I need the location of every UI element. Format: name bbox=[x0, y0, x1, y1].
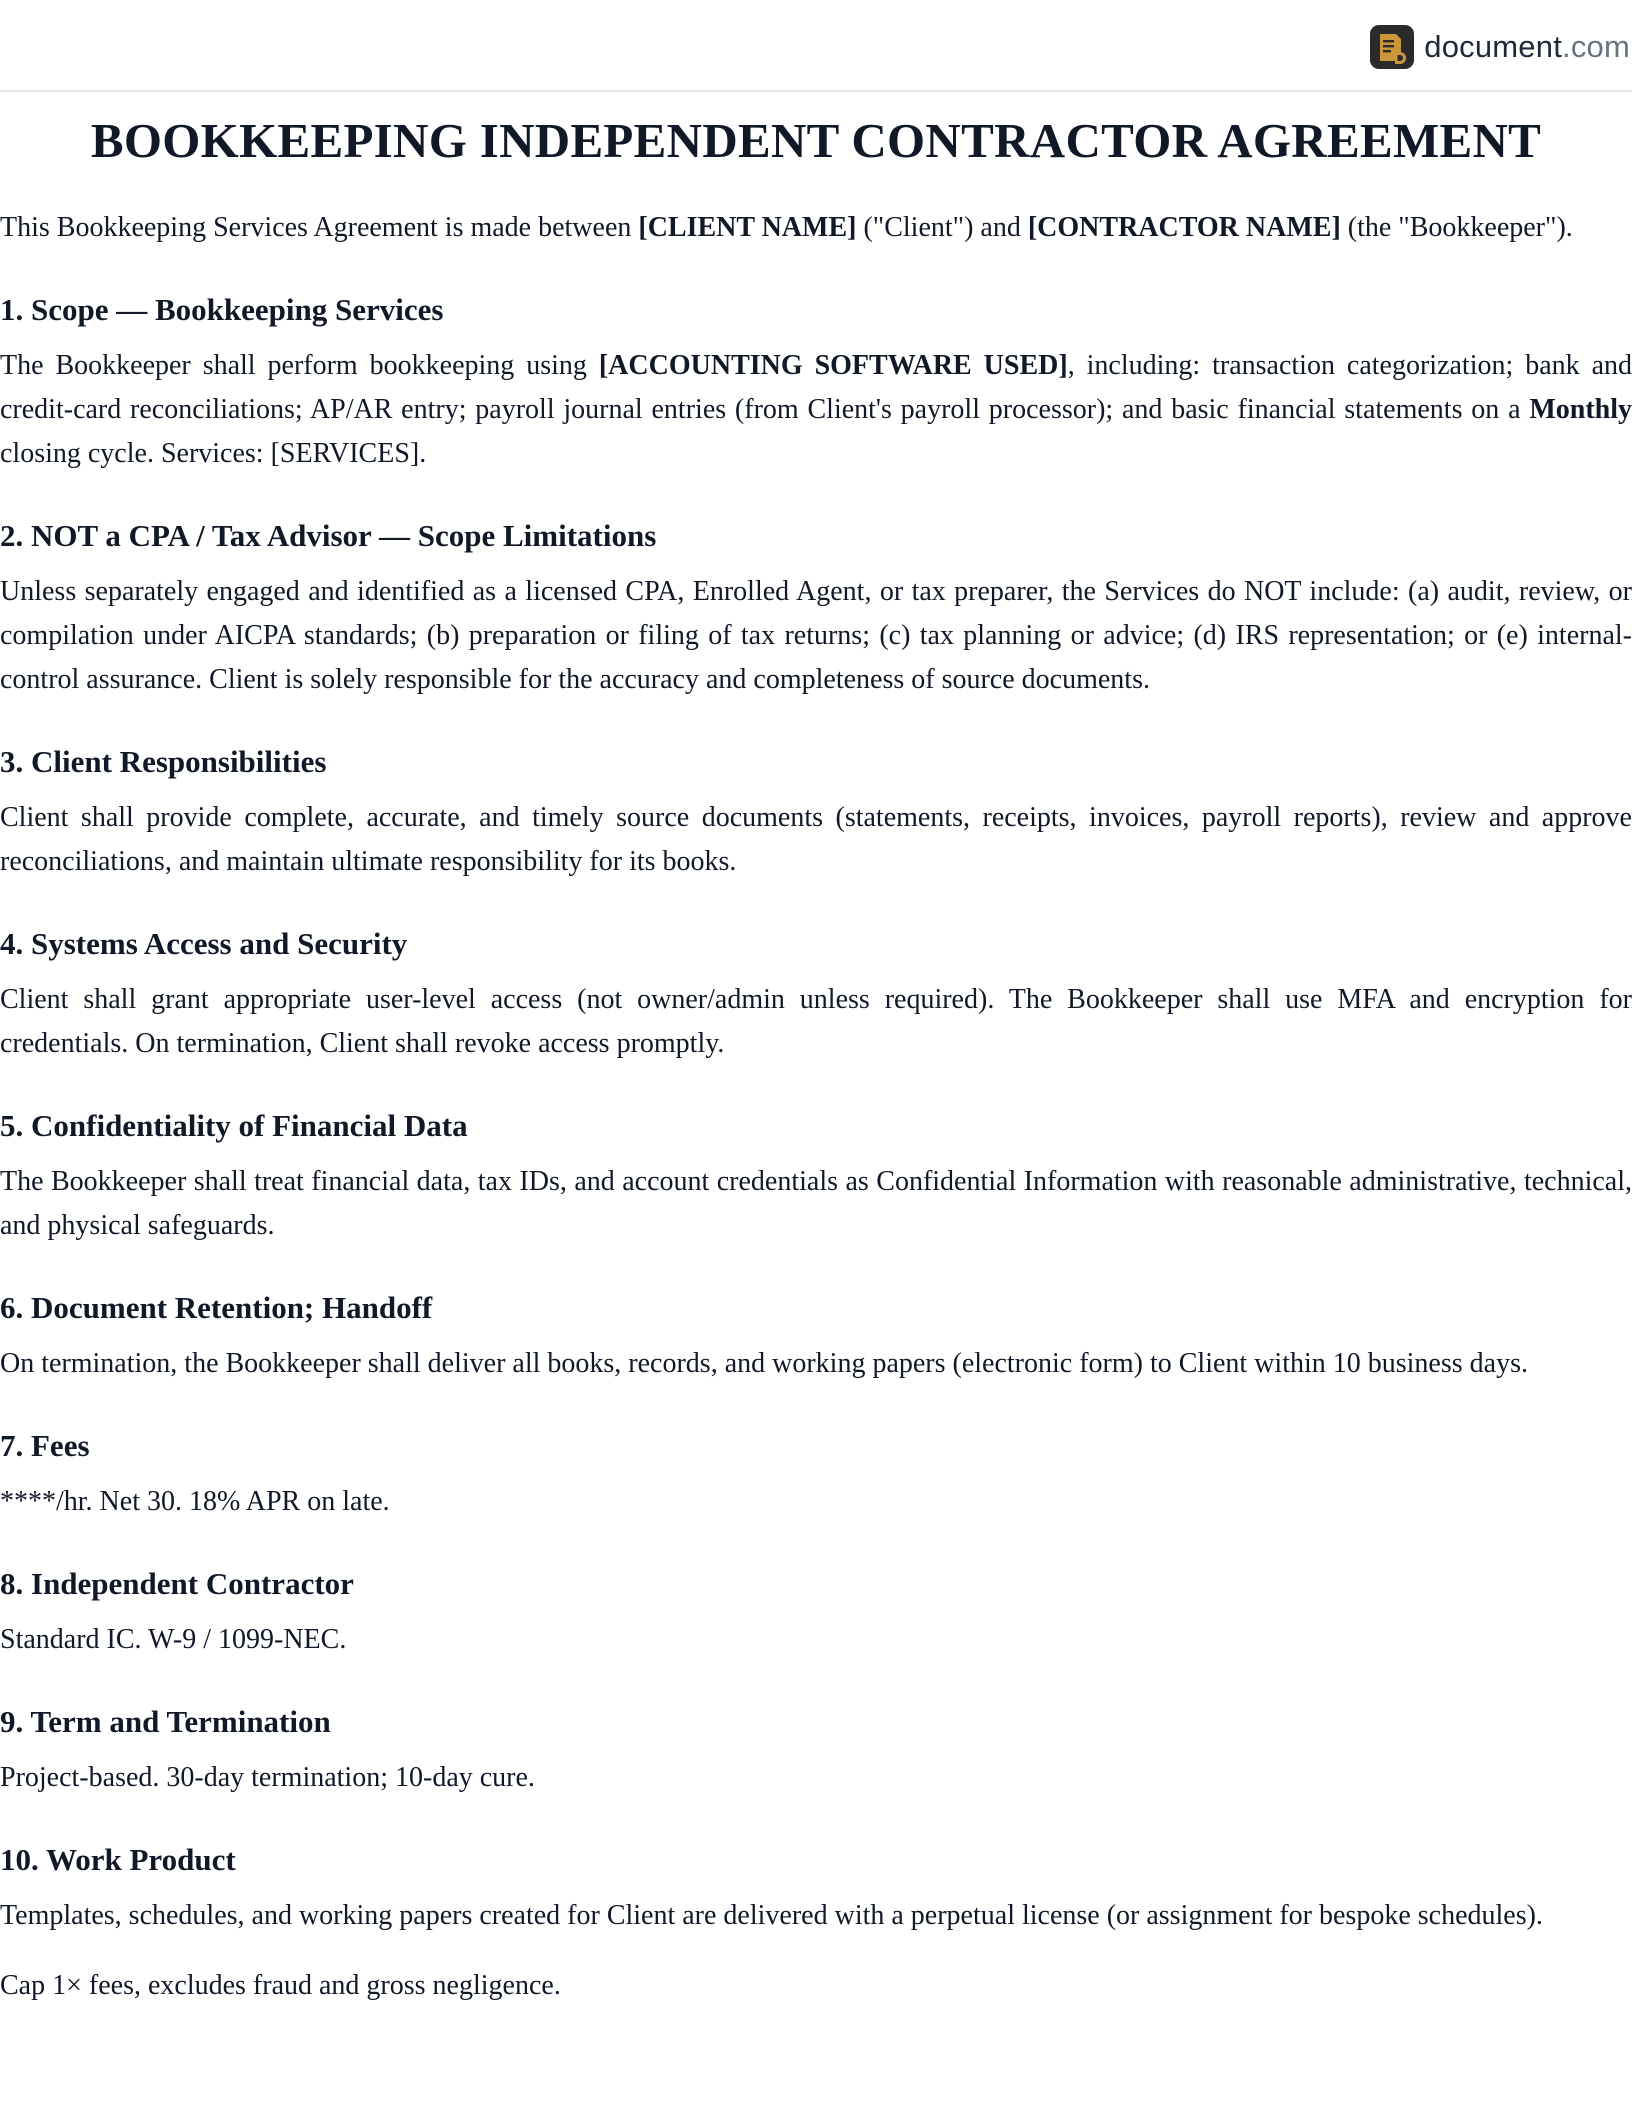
section-body: The Bookkeeper shall treat financial data, tax IDs, and account credentials as Confidential Information with reasonable administrative, technical, and physical safeguards. bbox=[0, 1166, 1632, 1241]
section-scope bbox=[0, 290, 1632, 476]
software-placeholder: [ACCOUNTING SOFTWARE USED] bbox=[598, 350, 1068, 381]
section-heading: 2. NOT a CPA / Tax Advisor — Scope Limitations bbox=[0, 518, 657, 553]
section-body: Unless separately engaged and identified as a licensed CPA, Enrolled Agent, or tax preparer, the Services do NOT include: (a) audit, review, or compilation under AICPA standards; (b) preparation or filing of tax returns; (c) tax planning or advice; (d) IRS representation; or (e) internal-control assurance. Client is solely responsible for the accuracy and completeness of source documents. bbox=[0, 576, 1632, 695]
section-heading: 3. Client Responsibilities bbox=[0, 744, 327, 779]
section-heading: 5. Confidentiality of Financial Data bbox=[0, 1108, 468, 1143]
brand-name-tld: .com bbox=[1562, 29, 1630, 64]
scope-text-2: , including: transaction categorization; bank and credit-card reconciliations; AP/AR entry; payroll journal entries (from Client's payroll processor); and basic financial statements on a bbox=[0, 350, 1632, 425]
section-work-product bbox=[0, 1840, 1632, 2008]
section-not-cpa bbox=[0, 516, 1632, 702]
section-heading: 6. Document Retention; Handoff bbox=[0, 1290, 433, 1325]
section-body: Project-based. 30-day termination; 10-day cure. bbox=[0, 1762, 535, 1793]
section-heading: 1. Scope — Bookkeeping Services bbox=[0, 292, 444, 327]
brand-name-main: document bbox=[1424, 29, 1563, 64]
brand-name bbox=[1424, 29, 1630, 65]
section-independent-contractor bbox=[0, 1564, 1632, 1662]
intro-paragraph bbox=[0, 206, 1632, 250]
scope-text-3: closing cycle. Services: [SERVICES]. bbox=[0, 438, 427, 469]
intro-text-3: (the "Bookkeeper"). bbox=[1340, 212, 1573, 243]
section-body: Client shall grant appropriate user-level access (not owner/admin unless required). The Bookkeeper shall use MFA and encryption for credentials. On termination, Client shall revoke access promptly. bbox=[0, 984, 1632, 1059]
section-heading: 8. Independent Contractor bbox=[0, 1566, 354, 1601]
section-heading: 7. Fees bbox=[0, 1428, 90, 1463]
intro-text-2: ("Client") and bbox=[856, 212, 1028, 243]
section-heading: 9. Term and Termination bbox=[0, 1704, 331, 1739]
document-title: BOOKKEEPING INDEPENDENT CONTRACTOR AGREEMENT bbox=[90, 113, 1542, 168]
section-confidentiality bbox=[0, 1106, 1632, 1248]
document-icon bbox=[1370, 25, 1414, 69]
section-document-retention bbox=[0, 1288, 1632, 1386]
section-term-termination bbox=[0, 1702, 1632, 1800]
section-body: On termination, the Bookkeeper shall deliver all books, records, and working papers (electronic form) to Client within 10 business days. bbox=[0, 1348, 1528, 1379]
brand-logo[interactable] bbox=[1370, 24, 1630, 70]
section-body: Client shall provide complete, accurate, and timely source documents (statements, receipts, invoices, payroll reports), review and approve reconciliations, and maintain ultimate responsibility for its books. bbox=[0, 802, 1632, 877]
intro-text-1: This Bookkeeping Services Agreement is made between bbox=[0, 212, 639, 243]
section-heading: 10. Work Product bbox=[0, 1842, 236, 1877]
section-body: ****/hr. Net 30. 18% APR on late. bbox=[0, 1486, 390, 1517]
header-bar bbox=[0, 0, 1632, 92]
section-heading: 4. Systems Access and Security bbox=[0, 926, 408, 961]
document-body bbox=[0, 108, 1632, 2008]
section-body: Templates, schedules, and working papers created for Client are delivered with a perpetual license (or assignment for bespoke schedules). bbox=[0, 1900, 1543, 1931]
scope-text-1: The Bookkeeper shall perform bookkeeping using bbox=[0, 350, 599, 381]
section-client-responsibilities bbox=[0, 742, 1632, 884]
section-body: Standard IC. W-9 / 1099-NEC. bbox=[0, 1624, 347, 1655]
client-name-placeholder: [CLIENT NAME] bbox=[638, 212, 857, 243]
liability-cap-paragraph: Cap 1× fees, excludes fraud and gross negligence. bbox=[0, 1970, 561, 2001]
section-systems-access bbox=[0, 924, 1632, 1066]
contractor-name-placeholder: [CONTRACTOR NAME] bbox=[1027, 212, 1341, 243]
closing-cycle: Monthly bbox=[1529, 394, 1632, 425]
section-fees bbox=[0, 1426, 1632, 1524]
section-body bbox=[0, 344, 1632, 476]
